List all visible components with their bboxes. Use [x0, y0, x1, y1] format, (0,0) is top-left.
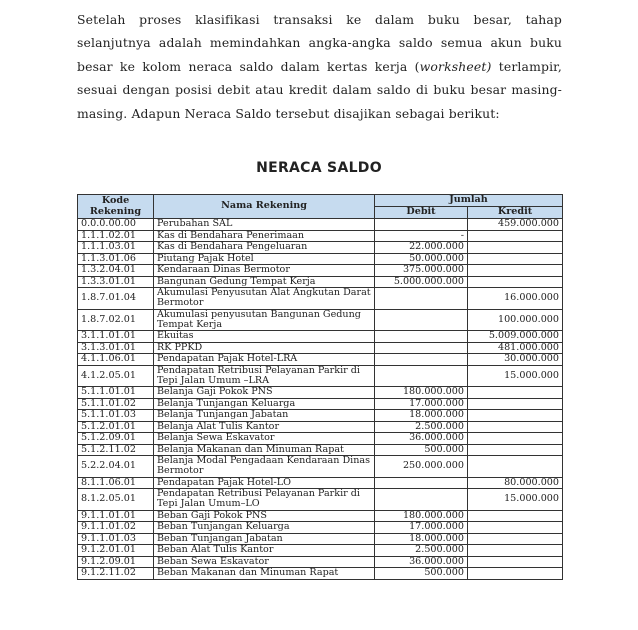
cell-kode: 1.1.3.01.06	[78, 253, 154, 265]
cell-nama: Kas di Bendahara Pengeluaran	[154, 242, 375, 254]
cell-kode: 8.1.1.06.01	[78, 477, 154, 489]
cell-nama: Belanja Makanan dan Minuman Rapat	[154, 444, 375, 456]
cell-kredit	[468, 253, 563, 265]
cell-debit: 18.000.000	[375, 533, 468, 545]
cell-nama: Pendapatan Pajak Hotel-LO	[154, 477, 375, 489]
cell-kode: 1.8.7.02.01	[78, 309, 154, 331]
cell-debit: 18.000.000	[375, 410, 468, 422]
cell-debit	[375, 309, 468, 331]
cell-debit: 500.000	[375, 444, 468, 456]
cell-kredit: 459.000.000	[468, 219, 563, 231]
table-row	[78, 568, 563, 580]
cell-debit: 180.000.000	[375, 387, 468, 399]
cell-nama: Piutang Pajak Hotel	[154, 253, 375, 265]
cell-kredit: 5.009.000.000	[468, 331, 563, 343]
cell-debit: 2.500.000	[375, 545, 468, 557]
cell-kredit: 15.000.000	[468, 365, 563, 387]
cell-kredit	[468, 242, 563, 254]
cell-kode: 5.1.2.09.01	[78, 433, 154, 445]
cell-kode: 5.2.2.04.01	[78, 456, 154, 478]
table-header	[78, 195, 563, 219]
cell-kredit	[468, 533, 563, 545]
cell-debit: 17.000.000	[375, 522, 468, 534]
cell-nama: Pendapatan Pajak Hotel-LRA	[154, 354, 375, 366]
cell-nama: Beban Gaji Pokok PNS	[154, 510, 375, 522]
cell-debit	[375, 489, 468, 511]
cell-kredit	[468, 510, 563, 522]
cell-kode: 9.1.2.09.01	[78, 556, 154, 568]
cell-debit: 36.000.000	[375, 556, 468, 568]
cell-nama: Perubahan SAL	[154, 219, 375, 231]
cell-nama: Belanja Gaji Pokok PNS	[154, 387, 375, 399]
table-row	[78, 433, 563, 445]
intro-paragraph	[77, 8, 562, 125]
cell-nama: Belanja Alat Tulis Kantor	[154, 421, 375, 433]
cell-kredit: 15.000.000	[468, 489, 563, 511]
cell-nama: Kendaraan Dinas Bermotor	[154, 265, 375, 277]
table-row	[78, 265, 563, 277]
cell-kredit	[468, 421, 563, 433]
cell-kredit	[468, 556, 563, 568]
cell-nama: Bangunan Gedung Tempat Kerja	[154, 276, 375, 288]
cell-kredit	[468, 545, 563, 557]
cell-kredit	[468, 444, 563, 456]
cell-kode: 9.1.2.11.02	[78, 568, 154, 580]
cell-debit	[375, 365, 468, 387]
header-jumlah: Jumlah	[375, 195, 563, 207]
cell-kode: 1.3.2.04.01	[78, 265, 154, 277]
table-row	[78, 288, 563, 310]
cell-kode: 8.1.2.05.01	[78, 489, 154, 511]
cell-nama: Pendapatan Retribusi Pelayanan Parkir di Tepi Jalan Umum –LRA	[154, 365, 375, 387]
cell-nama: Belanja Tunjangan Keluarga	[154, 398, 375, 410]
cell-kode: 9.1.1.01.01	[78, 510, 154, 522]
cell-nama: Akumulasi Penyusutan Alat Angkutan Darat Bermotor	[154, 288, 375, 310]
table-row	[78, 489, 563, 511]
cell-debit: 50.000.000	[375, 253, 468, 265]
cell-nama: Beban Makanan dan Minuman Rapat	[154, 568, 375, 580]
cell-kredit	[468, 265, 563, 277]
table-row	[78, 522, 563, 534]
cell-debit: 17.000.000	[375, 398, 468, 410]
intro-text-end: terlampir, sesuai dengan posisi debit atau kredit dalam saldo di buku besar masing-masing. Adapun Neraca Saldo tersebut disajikan sebagai berikut:	[77, 58, 562, 121]
cell-nama: Beban Alat Tulis Kantor	[154, 545, 375, 557]
cell-kredit: 100.000.000	[468, 309, 563, 331]
table-row	[78, 421, 563, 433]
cell-debit: 5.000.000.000	[375, 276, 468, 288]
intro-text-italic: worksheet)	[419, 58, 492, 74]
cell-kode: 0.0.0.00.00	[78, 219, 154, 231]
cell-nama: Beban Tunjangan Keluarga	[154, 522, 375, 534]
table-row	[78, 477, 563, 489]
cell-nama: Kas di Bendahara Penerimaan	[154, 230, 375, 242]
cell-kode: 9.1.1.01.03	[78, 533, 154, 545]
table-row	[78, 444, 563, 456]
table-row	[78, 387, 563, 399]
table-title: NERACA SALDO	[256, 160, 382, 176]
neraca-saldo-table	[77, 194, 563, 580]
cell-nama: Akumulasi penyusutan Bangunan Gedung Tempat Kerja	[154, 309, 375, 331]
cell-kode: 9.1.1.01.02	[78, 522, 154, 534]
cell-debit: 250.000.000	[375, 456, 468, 478]
cell-nama: Belanja Tunjangan Jabatan	[154, 410, 375, 422]
table-row	[78, 533, 563, 545]
table-row	[78, 276, 563, 288]
cell-kredit	[468, 387, 563, 399]
table-row	[78, 331, 563, 343]
cell-kode: 1.3.3.01.01	[78, 276, 154, 288]
table-row	[78, 410, 563, 422]
cell-kredit	[468, 433, 563, 445]
table-row	[78, 510, 563, 522]
cell-kode: 4.1.1.06.01	[78, 354, 154, 366]
cell-kode: 3.1.3.01.01	[78, 342, 154, 354]
table-row	[78, 545, 563, 557]
table-body	[78, 219, 563, 580]
cell-kredit	[468, 456, 563, 478]
cell-kredit	[468, 522, 563, 534]
cell-kode: 5.1.2.11.02	[78, 444, 154, 456]
table-row	[78, 253, 563, 265]
header-kode: Kode Rekening	[78, 195, 154, 219]
cell-debit: 180.000.000	[375, 510, 468, 522]
cell-kode: 5.1.1.01.02	[78, 398, 154, 410]
cell-kredit: 80.000.000	[468, 477, 563, 489]
cell-debit	[375, 342, 468, 354]
intro-text-start: Setelah proses klasifikasi transaksi ke dalam buku besar, tahap selanjutnya adalah memindahkan angka-angka saldo semua akun buku besar ke kolom neraca saldo dalam kertas kerja (	[77, 12, 562, 74]
cell-kode: 5.1.1.01.01	[78, 387, 154, 399]
cell-debit: -	[375, 230, 468, 242]
cell-nama: Belanja Sewa Eskavator	[154, 433, 375, 445]
cell-debit: 375.000.000	[375, 265, 468, 277]
cell-kode: 1.8.7.01.04	[78, 288, 154, 310]
table-row	[78, 398, 563, 410]
table-row	[78, 342, 563, 354]
table-row	[78, 365, 563, 387]
cell-kode: 1.1.1.02.01	[78, 230, 154, 242]
header-nama: Nama Rekening	[154, 195, 375, 219]
table-row	[78, 354, 563, 366]
cell-debit	[375, 477, 468, 489]
table-row	[78, 556, 563, 568]
cell-nama: Beban Tunjangan Jabatan	[154, 533, 375, 545]
cell-nama: Ekuitas	[154, 331, 375, 343]
table-row	[78, 219, 563, 231]
cell-debit: 36.000.000	[375, 433, 468, 445]
cell-nama: RK PPKD	[154, 342, 375, 354]
cell-debit: 500.000	[375, 568, 468, 580]
cell-nama: Belanja Modal Pengadaan Kendaraan Dinas Bermotor	[154, 456, 375, 478]
cell-kode: 5.1.1.01.03	[78, 410, 154, 422]
cell-kredit	[468, 410, 563, 422]
cell-kode: 5.1.2.01.01	[78, 421, 154, 433]
table-row	[78, 309, 563, 331]
cell-kredit	[468, 230, 563, 242]
cell-kredit: 30.000.000	[468, 354, 563, 366]
cell-nama: Pendapatan Retribusi Pelayanan Parkir di Tepi Jalan Umum–LO	[154, 489, 375, 511]
cell-kode: 4.1.2.05.01	[78, 365, 154, 387]
cell-kode: 1.1.1.03.01	[78, 242, 154, 254]
cell-kode: 3.1.1.01.01	[78, 331, 154, 343]
cell-kredit: 481.000.000	[468, 342, 563, 354]
cell-kredit	[468, 568, 563, 580]
cell-debit: 22.000.000	[375, 242, 468, 254]
cell-debit	[375, 331, 468, 343]
cell-debit	[375, 288, 468, 310]
cell-kredit	[468, 276, 563, 288]
header-kredit: Kredit	[468, 207, 563, 219]
cell-debit	[375, 354, 468, 366]
header-debit: Debit	[375, 207, 468, 219]
cell-debit: 2.500.000	[375, 421, 468, 433]
cell-kredit: 16.000.000	[468, 288, 563, 310]
table-row	[78, 230, 563, 242]
table-row	[78, 242, 563, 254]
cell-kredit	[468, 398, 563, 410]
cell-nama: Beban Sewa Eskavator	[154, 556, 375, 568]
table-row	[78, 456, 563, 478]
cell-debit	[375, 219, 468, 231]
cell-kode: 9.1.2.01.01	[78, 545, 154, 557]
